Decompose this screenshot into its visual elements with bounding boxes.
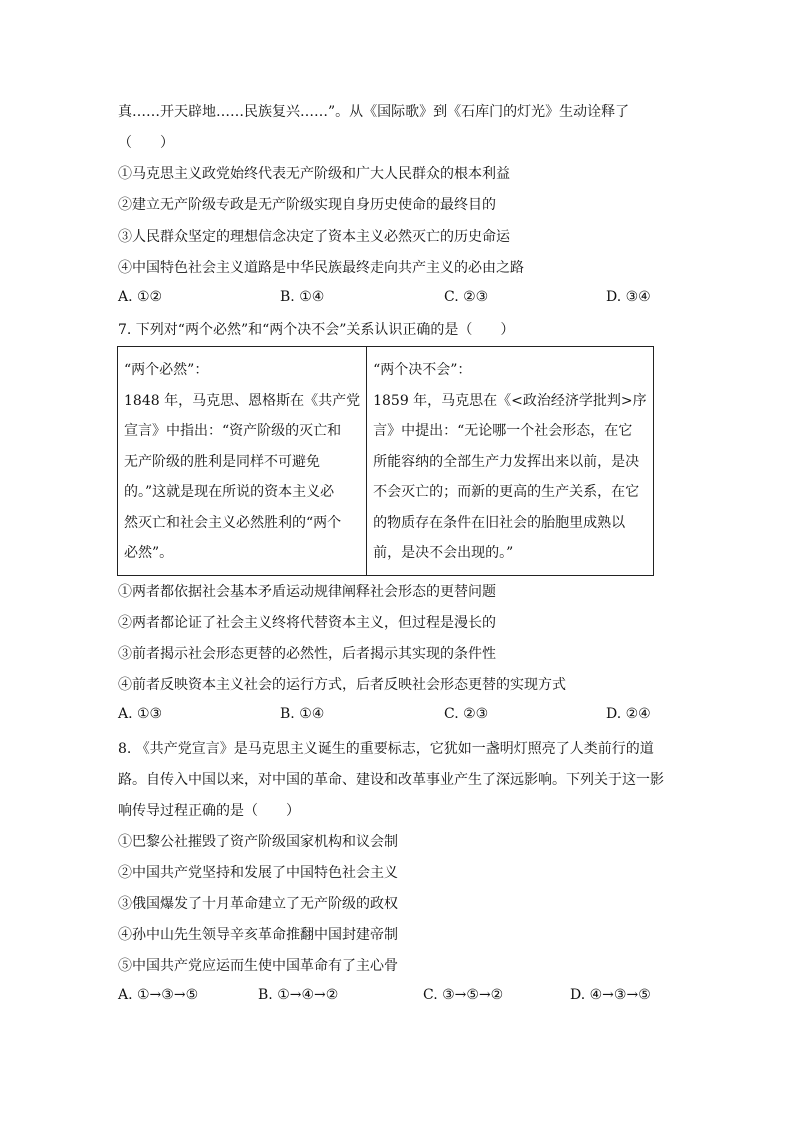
q7-left-line: 必然”。 — [124, 545, 174, 561]
q6-statement-4: ④中国特色社会主义道路是中华民族最终走向共产主义的必由之路 — [118, 260, 524, 276]
q8-option-b[interactable]: B. ①→④→② — [258, 987, 339, 1003]
q6-option-d[interactable]: D. ③④ — [606, 289, 651, 305]
q8-statement-4: ④孙中山先生领导辛亥革命推翻中国封建帝制 — [118, 927, 398, 943]
q7-quote-table — [117, 346, 654, 576]
q8-statement-2: ②中国共产党坚持和发展了中国特色社会主义 — [118, 865, 398, 881]
q6-answer-blank: （ ） — [118, 135, 174, 151]
q7-right-line: 所能容纳的全部生产力发挥出来以前，是决 — [373, 453, 640, 470]
q8-options — [118, 987, 678, 1007]
q7-option-c[interactable]: C. ②③ — [444, 706, 489, 722]
q7-right-line: 前，是决不会出现的。” — [373, 545, 514, 561]
q7-left-line: 的。”这就是现在所说的资本主义必 — [124, 484, 335, 500]
q7-statement-1: ①两者都依据社会基本矛盾运动规律阐释社会形态的更替问题 — [118, 584, 496, 600]
q6-option-b[interactable]: B. ①④ — [280, 289, 325, 305]
q6-statement-3: ③人民群众坚定的理想信念决定了资本主义必然灭亡的历史命运 — [118, 229, 510, 245]
q8-stem-line2: 路。自传入中国以来，对中国的革命、建设和改革事业产生了深远影响。下列关于这一影 — [118, 772, 664, 788]
q7-right-line: “两个决不会”： — [373, 362, 472, 378]
q6-statement-2: ②建立无产阶级专政是无产阶级实现自身历史使命的最终目的 — [118, 197, 496, 213]
q7-option-b[interactable]: B. ①④ — [280, 706, 325, 722]
q7-option-a[interactable]: A. ①③ — [118, 706, 163, 722]
q6-stem-line1: 真……开天辟地……民族复兴……”。从《国际歌》到《石库门的灯光》生动诠释了 — [118, 104, 630, 120]
q6-option-c[interactable]: C. ②③ — [444, 289, 489, 305]
q6-options — [118, 289, 678, 309]
q6-option-a[interactable]: A. ①② — [118, 289, 163, 305]
q8-stem-line3: 响传导过程正确的是（ ） — [118, 803, 300, 819]
q7-statement-3: ③前者揭示社会形态更替的必然性，后者揭示其实现的条件性 — [118, 646, 496, 662]
q8-option-a[interactable]: A. ①→③→⑤ — [118, 987, 199, 1003]
q8-statement-1: ①巴黎公社摧毁了资产阶级国家机构和议会制 — [118, 834, 398, 850]
q7-left-line: 然灭亡和社会主义必然胜利的“两个 — [124, 514, 342, 531]
q7-left-cell — [118, 347, 367, 576]
q7-options — [118, 706, 678, 726]
q8-statement-5: ⑤中国共产党应运而生使中国革命有了主心骨 — [118, 958, 398, 974]
q8-stem-line1: 8. 《共产党宣言》是马克思主义诞生的重要标志，它犹如一盏明灯照亮了人类前行的道 — [118, 741, 654, 757]
q7-right-line: 不会灭亡的；而新的更高的生产关系，在它 — [373, 484, 640, 500]
q7-left-line: 1848 年，马克思、恩格斯在《共产党 — [124, 392, 361, 409]
q7-statement-2: ②两者都论证了社会主义终将代替资本主义，但过程是漫长的 — [118, 615, 496, 631]
q7-statement-4: ④前者反映资本主义社会的运行方式，后者反映社会形态更替的实现方式 — [118, 677, 566, 693]
q7-right-cell — [367, 347, 654, 576]
q7-stem: 7. 下列对“两个必然”和“两个决不会”关系认识正确的是（ ） — [118, 322, 515, 338]
q8-statement-3: ③俄国爆发了十月革命建立了无产阶级的政权 — [118, 896, 398, 912]
q7-left-line: 无产阶级的胜利是同样不可避免 — [124, 453, 320, 470]
q7-left-line: “两个必然”： — [124, 362, 209, 378]
q8-option-c[interactable]: C. ③→⑤→② — [423, 987, 504, 1003]
q7-right-line: 言》中提出：“无论哪一个社会形态，在它 — [373, 423, 633, 439]
q7-right-line: 1859 年，马克思在《<政治经济学批判>序 — [373, 392, 647, 409]
q6-statement-1: ①马克思主义政党始终代表无产阶级和广大人民群众的根本利益 — [118, 166, 510, 182]
q7-left-line: 宣言》中指出：“资产阶级的灭亡和 — [124, 423, 342, 439]
q8-option-d[interactable]: D. ④→③→⑤ — [570, 987, 651, 1003]
q7-option-d[interactable]: D. ②④ — [606, 706, 651, 722]
q7-right-line: 的物质存在条件在旧社会的胎胞里成熟以 — [373, 514, 626, 531]
